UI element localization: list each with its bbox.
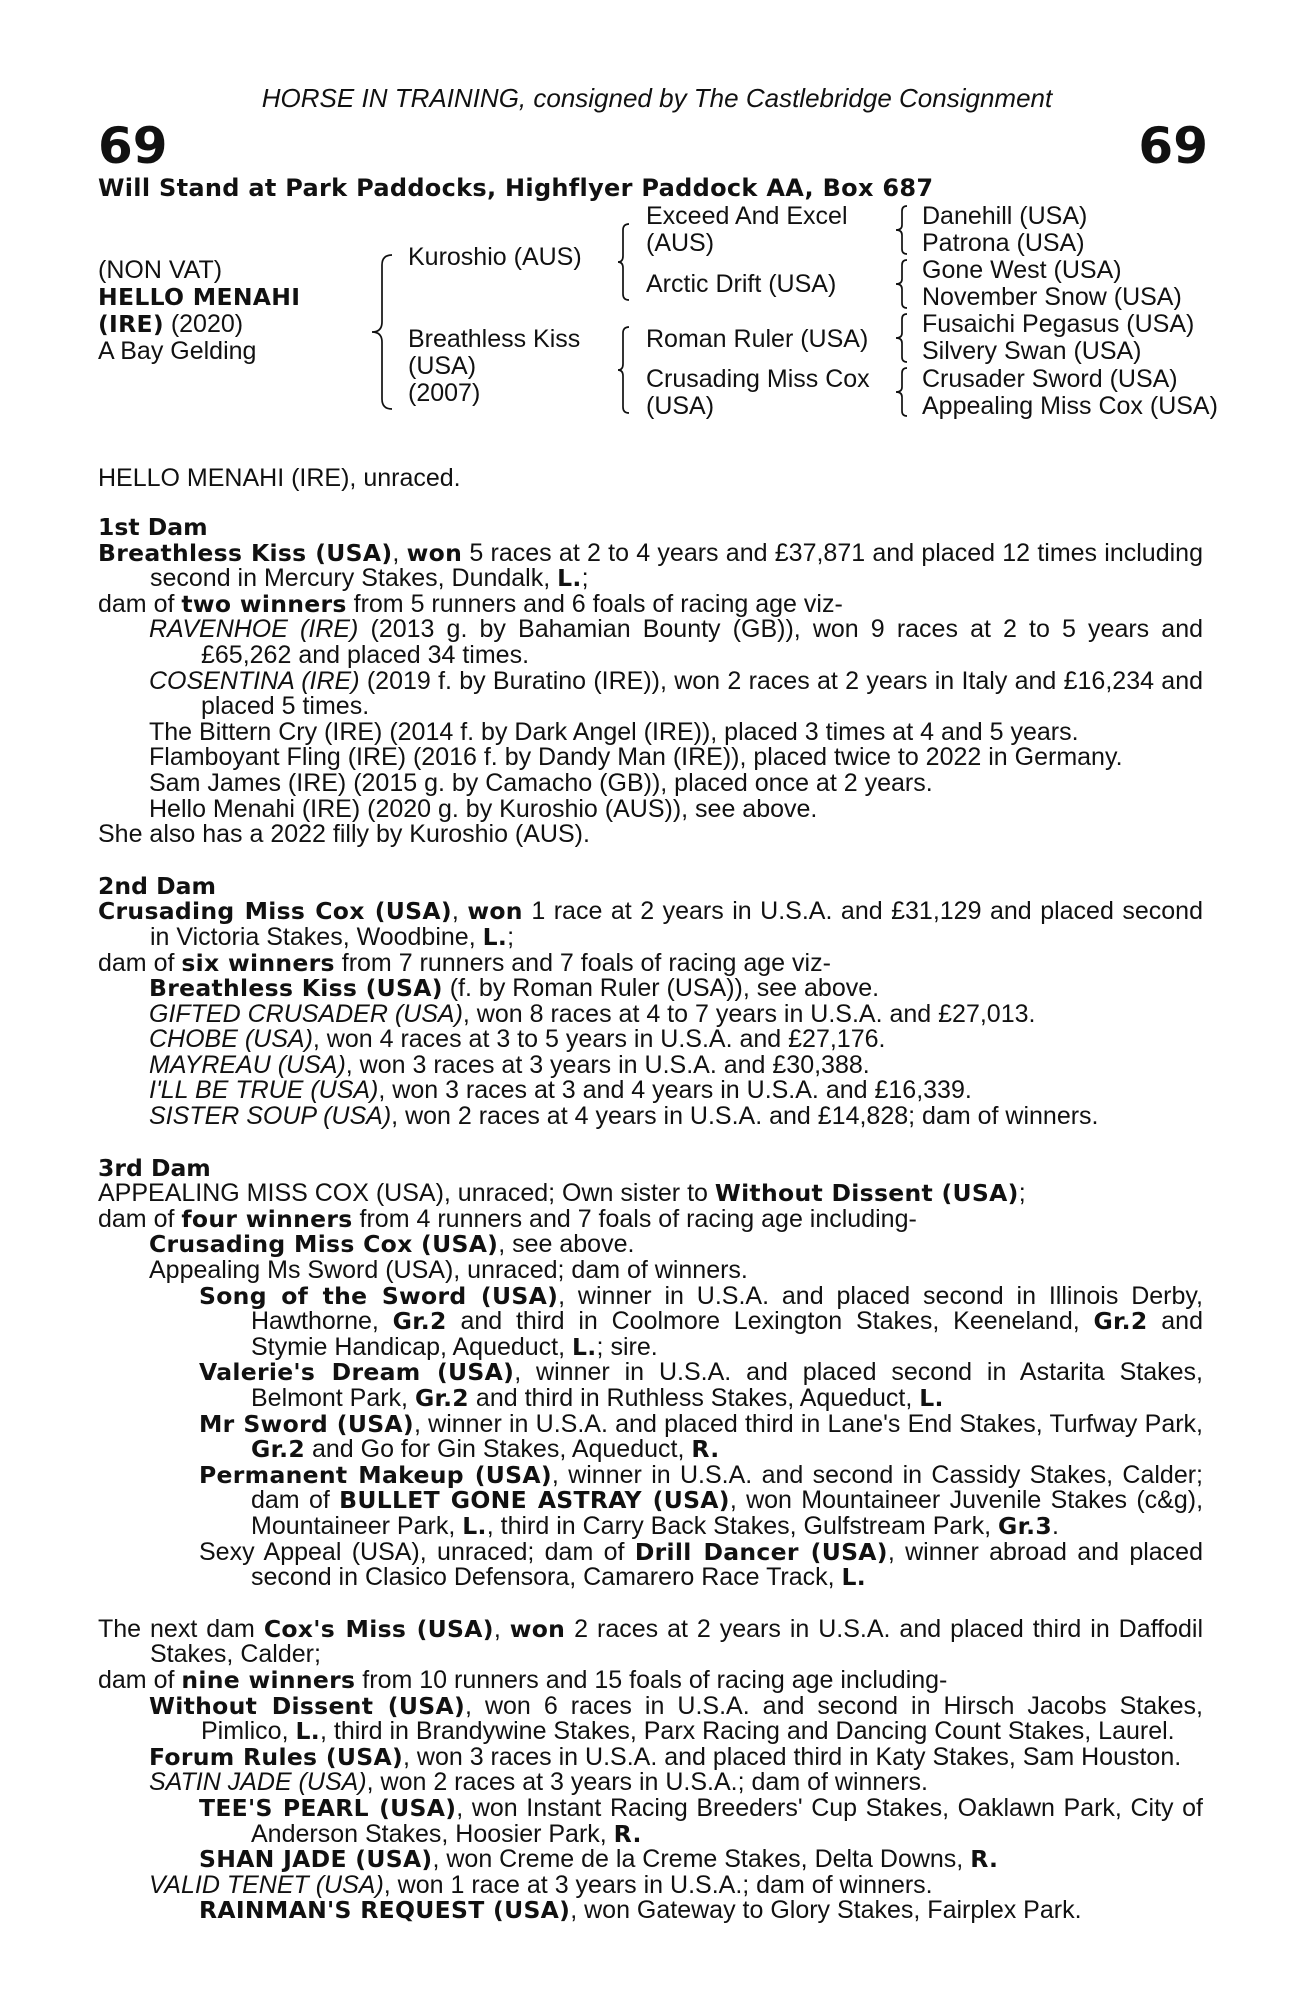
offspring-name: Breathless Kiss (USA) — [149, 974, 443, 1003]
text: dam of — [98, 948, 182, 977]
produce-item — [98, 1232, 1203, 1258]
pedigree-ssd: Patrona (USA) — [922, 229, 1085, 257]
text: from 5 runners and 6 foals of racing age viz- — [346, 589, 843, 618]
text: (f. by Roman Ruler (USA)), see above. — [442, 974, 880, 1003]
pedigree-sds: Gone West (USA) — [922, 256, 1122, 284]
race-grade: L. — [557, 564, 582, 593]
race-grade: R. — [613, 1819, 642, 1848]
text: , — [493, 1614, 510, 1643]
produce-item — [98, 999, 1203, 1028]
pedigree-brace-main — [370, 253, 396, 411]
grandprogeny-item — [98, 1847, 1203, 1873]
family-details — [98, 515, 1203, 1924]
pedigree-sire-sire: Exceed And Excel — [646, 202, 848, 230]
offspring-name: Mr Sword (USA) — [199, 1409, 414, 1438]
text: dam of — [98, 589, 182, 618]
produce-item — [98, 1027, 1203, 1053]
third-dam-section — [98, 1153, 1204, 1592]
offspring-name: VALID TENET (USA) — [149, 1870, 384, 1899]
produce-item: Hello Menahi (IRE) (2020 g. by Kuroshio (AUS)), see above. — [149, 794, 818, 823]
grandprogeny-item — [98, 1898, 1203, 1924]
pedigree-dsd: Silvery Swan (USA) — [922, 337, 1142, 365]
text: from 10 runners and 15 foals of racing age including- — [355, 1665, 948, 1694]
text: , third in Brandywine Stakes, Parx Racing and Dancing Count Stakes, Laurel. — [319, 1717, 1175, 1746]
pedigree-sire: Kuroshio (AUS) — [408, 243, 582, 271]
section-title: 1st Dam — [98, 513, 208, 541]
text-bold: won — [509, 1614, 566, 1643]
offspring-name: MAYREAU (USA) — [149, 1050, 346, 1079]
pedigree-brace-dd — [894, 366, 910, 418]
produce-item — [98, 1870, 1203, 1899]
produce-item — [98, 1078, 1203, 1104]
text: , won Gateway to Glory Stakes, Fairplex Park. — [570, 1896, 1082, 1925]
text: ; — [581, 564, 589, 593]
text: APPEALING MISS COX (USA), unraced; Own sister to — [98, 1179, 715, 1208]
pedigree-brace-sire — [616, 222, 632, 302]
text: , won Creme de la Creme Stakes, Delta Downs, — [432, 1845, 971, 1874]
produce-item: Appealing Ms Sword (USA), unraced; dam of winners. — [149, 1256, 748, 1285]
text: , won Mountaineer Juvenile Stakes (c&g), Mountaineer Park, — [251, 1486, 1204, 1540]
text: Sexy Appeal (USA), unraced; dam of — [199, 1537, 635, 1566]
produce-item — [98, 1742, 1203, 1771]
pedigree-dam-year: (2007) — [408, 379, 481, 407]
dam-summary — [98, 538, 1203, 593]
grandprogeny-item — [98, 1360, 1203, 1411]
offspring-name: Crusading Miss Cox (USA) — [149, 1230, 499, 1259]
text: , third in Carry Back Stakes, Gulfstream Park, — [486, 1511, 999, 1540]
text: , won 6 races in U.S.A. and second in Hirsch Jacobs Stakes, Pimlico, — [201, 1691, 1203, 1746]
offspring-name: Song of the Sword (USA) — [199, 1281, 559, 1310]
text-bold: won — [467, 897, 523, 926]
next-dam-section — [98, 1614, 1203, 1925]
pedigree-sss: Danehill (USA) — [922, 202, 1088, 230]
text: ; — [507, 922, 515, 951]
pedigree-brace-dam — [616, 325, 632, 415]
produce-item: Flamboyant Fling (IRE) (2016 f. by Dandy Man (IRE)), placed twice to 2022 in Germany. — [149, 743, 1123, 772]
produce-item — [98, 1104, 1203, 1130]
offspring-name: BULLET GONE ASTRAY (USA) — [339, 1486, 730, 1515]
race-grade: L. — [295, 1717, 320, 1746]
offspring-name: I'LL BE TRUE (USA) — [149, 1076, 379, 1105]
section-title: 2nd Dam — [98, 871, 216, 900]
produce-item: Sam James (IRE) (2015 g. by Camacho (GB)), placed once at 2 years. — [149, 768, 933, 797]
race-grade: Gr.2 — [251, 1435, 306, 1464]
text: . — [1052, 1511, 1059, 1540]
text: , — [451, 897, 468, 926]
intro-line: HELLO MENAHI (IRE), unraced. — [98, 464, 461, 492]
text: , winner abroad and placed second in Clasico Defensora, Camarero Race Track, — [251, 1537, 1203, 1592]
second-dam-section — [98, 871, 1203, 1131]
offspring-name: SISTER SOUP (USA) — [149, 1102, 392, 1131]
text: , won Instant Racing Breeders' Cup Stakes, Oaklawn Park, City of Anderson Stakes, Hoosier Park, — [251, 1793, 1203, 1848]
race-grade: R. — [691, 1435, 720, 1464]
race-grade: L. — [841, 1563, 867, 1592]
produce-summary — [98, 948, 1203, 977]
produce-note: She also has a 2022 filly by Kuroshio (AUS). — [98, 820, 590, 849]
race-grade: Gr.3 — [998, 1511, 1053, 1540]
pedigree-dds: Crusader Sword (USA) — [922, 365, 1178, 393]
pedigree-dss: Fusaichi Pegasus (USA) — [922, 310, 1195, 338]
text: 2 races at 2 years in U.S.A. and placed third in Daffodil Stakes, Calder; — [150, 1614, 1203, 1669]
text: , see above. — [498, 1230, 635, 1259]
offspring-name: CHOBE (USA) — [149, 1025, 313, 1054]
offspring-name: Valerie's Dream (USA) — [199, 1358, 515, 1387]
race-grade: L. — [462, 1511, 487, 1540]
text: , won 4 races at 3 to 5 years in U.S.A. and £27,176. — [312, 1025, 886, 1054]
offspring-name: COSENTINA (IRE) — [149, 666, 360, 695]
text: from 4 runners and 7 foals of racing age including- — [352, 1204, 917, 1233]
text: dam of — [98, 1665, 182, 1694]
dam-name: Cox's Miss (USA) — [263, 1614, 494, 1643]
text: (2019 f. by Buratino (IRE)), won 2 races at 2 years in Italy and £16,234 and placed 5 times. — [201, 666, 1203, 721]
pedigree-brace-ds — [894, 312, 910, 364]
text: and Go for Gin Stakes, Aqueduct, — [305, 1435, 692, 1464]
text: , winner in U.S.A. and second in Cassidy Stakes, Calder; dam of — [251, 1460, 1203, 1515]
dam-name: Breathless Kiss (USA) — [98, 538, 393, 567]
winners-count: two winners — [181, 589, 347, 618]
produce-summary — [98, 1665, 1203, 1694]
text: , winner in U.S.A. and placed second in Astarita Stakes, Belmont Park, — [251, 1358, 1203, 1412]
pedigree-sire-dam: Arctic Drift (USA) — [646, 270, 837, 298]
text: , won 2 races at 3 years in U.S.A.; dam of winners. — [366, 1768, 928, 1797]
dam-summary — [98, 899, 1203, 950]
text: , won 1 race at 3 years in U.S.A.; dam of winners. — [383, 1870, 933, 1899]
dam-summary — [98, 1181, 1203, 1207]
lot-number-left: 69 — [98, 117, 168, 175]
pedigree-ddd: Appealing Miss Cox (USA) — [922, 392, 1218, 420]
pedigree-brace-sd — [894, 258, 910, 310]
offspring-name: RAINMAN'S REQUEST (USA) — [199, 1896, 571, 1925]
grandprogeny-item — [98, 1409, 1204, 1464]
offspring-name: Forum Rules (USA) — [149, 1742, 403, 1771]
dam-name: Crusading Miss Cox (USA) — [98, 897, 452, 926]
pedigree-brace-ss — [894, 204, 910, 256]
offspring-name: RAVENHOE (IRE) — [149, 615, 359, 644]
text: , winner in U.S.A. and placed third in Lane's End Stakes, Turfway Park, — [413, 1409, 1204, 1438]
first-dam-section — [98, 515, 1203, 848]
text: , won 3 races at 3 years in U.S.A. and £30,388. — [345, 1050, 870, 1079]
grandprogeny-item — [98, 1537, 1203, 1592]
produce-item — [98, 1770, 1203, 1796]
page-header-title: HORSE IN TRAINING, consigned by The Castlebridge Consignment — [261, 83, 1053, 113]
offspring-name: SHAN JADE (USA) — [199, 1845, 433, 1874]
text: and Stymie Handicap, Aqueduct, — [251, 1307, 1203, 1361]
race-grade: Gr.2 — [392, 1307, 447, 1336]
produce-item — [98, 1691, 1203, 1746]
text: dam of — [98, 1204, 182, 1233]
race-grade: Gr.2 — [1093, 1307, 1148, 1336]
pedigree-dam-origin: (USA) — [408, 352, 477, 380]
text: , won 8 races at 4 to 7 years in U.S.A. and £27,013. — [462, 999, 1036, 1028]
related-horse: Without Dissent (USA) — [714, 1179, 1019, 1208]
lot-number-right: 69 — [1138, 117, 1208, 175]
pedigree-sire-sire-origin: (AUS) — [646, 229, 715, 257]
text: from 7 runners and 7 foals of racing age viz- — [334, 948, 831, 977]
grandprogeny-item — [98, 1793, 1203, 1848]
text-bold: won — [406, 538, 463, 567]
race-grade: L. — [919, 1384, 944, 1412]
dam-summary — [98, 1614, 1203, 1669]
horse-description: A Bay Gelding — [98, 337, 257, 365]
text: (2013 g. by Bahamian Bounty (GB)), won 9 races at 2 to 5 years and £65,262 and placed 34 times. — [201, 615, 1204, 669]
text: , winner in U.S.A. and placed second in Illinois Derby, Hawthorne, — [251, 1281, 1203, 1336]
grandprogeny-item — [98, 1460, 1204, 1540]
text: , won 3 races at 3 and 4 years in U.S.A. and £16,339. — [378, 1076, 972, 1105]
text: and third in Coolmore Lexington Stakes, Keeneland, — [446, 1307, 1094, 1336]
produce-item — [98, 1050, 1203, 1079]
text: The next dam — [98, 1614, 264, 1643]
text: ; sire. — [596, 1332, 658, 1361]
offspring-name: SATIN JADE (USA) — [149, 1768, 367, 1797]
pedigree-dam-sire: Roman Ruler (USA) — [646, 325, 869, 353]
pedigree-dam-dam-origin: (USA) — [646, 392, 715, 420]
winners-count: four winners — [181, 1204, 353, 1233]
race-grade: L. — [482, 922, 508, 951]
text: ; — [1018, 1179, 1026, 1208]
text: , won 3 races in U.S.A. and placed third in Katy Stakes, Sam Houston. — [403, 1742, 1182, 1771]
text: and third in Ruthless Stakes, Aqueduct, — [468, 1384, 920, 1412]
vat-status: (NON VAT) — [98, 256, 223, 284]
horse-year: (2020) — [163, 310, 244, 338]
race-grade: R. — [970, 1845, 999, 1874]
produce-summary — [98, 589, 1203, 618]
race-grade: Gr.2 — [414, 1384, 469, 1412]
produce-summary — [98, 1204, 1203, 1233]
pedigree-dam-name: Breathless Kiss — [408, 325, 581, 353]
text: , — [392, 538, 407, 567]
produce-item — [98, 617, 1203, 668]
offspring-name: Without Dissent (USA) — [149, 1691, 465, 1720]
grandprogeny-item — [98, 1281, 1203, 1361]
pedigree-dam-dam: Crusading Miss Cox — [646, 365, 870, 393]
section-title: 3rd Dam — [98, 1153, 211, 1182]
offspring-name: Drill Dancer (USA) — [634, 1537, 888, 1566]
winners-count: nine winners — [181, 1665, 356, 1694]
horse-origin: (IRE) — [98, 310, 164, 338]
text: 5 races at 2 to 4 years and £37,871 and placed 12 times including second in Mercury Stakes, Dundalk, — [150, 538, 1203, 593]
horse-name: HELLO MENAHI — [98, 283, 301, 311]
produce-item — [98, 666, 1203, 721]
offspring-name: TEE'S PEARL (USA) — [199, 1793, 457, 1822]
produce-item: The Bittern Cry (IRE) (2014 f. by Dark Angel (IRE)), placed 3 times at 4 and 5 years. — [149, 717, 1079, 746]
offspring-name: GIFTED CRUSADER (USA) — [149, 999, 463, 1028]
pedigree-sdd: November Snow (USA) — [922, 283, 1182, 311]
race-grade: L. — [572, 1332, 597, 1361]
offspring-name: Permanent Makeup (USA) — [199, 1460, 552, 1489]
produce-item — [98, 976, 1203, 1002]
stand-location: Will Stand at Park Paddocks, Highflyer Paddock AA, Box 687 — [98, 174, 934, 202]
text: , won 2 races at 4 years in U.S.A. and £14,828; dam of winners. — [391, 1102, 1099, 1131]
horse-origin-year — [98, 312, 243, 338]
winners-count: six winners — [181, 948, 335, 977]
text: 1 race at 2 years in U.S.A. and £31,129 and placed second in Victoria Stakes, Woodbine, — [150, 897, 1203, 951]
